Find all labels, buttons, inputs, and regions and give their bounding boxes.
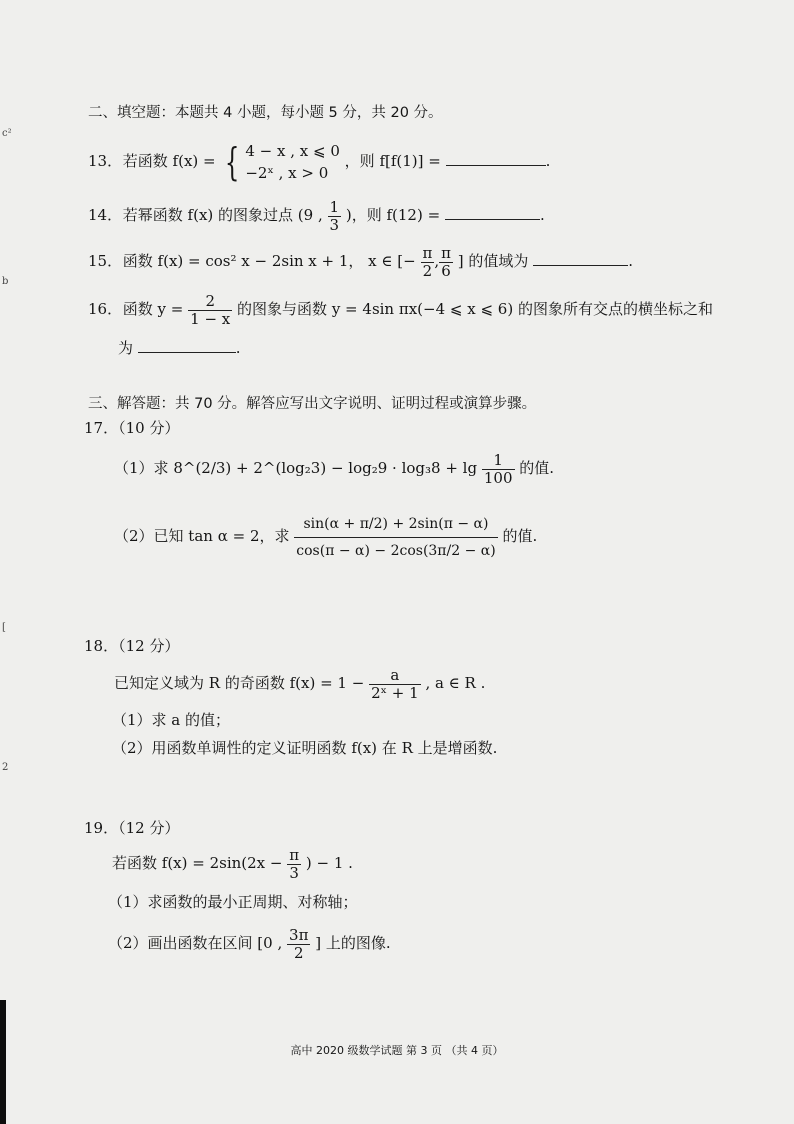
margin-mark: b bbox=[2, 276, 9, 287]
question-16-line-2 bbox=[118, 338, 241, 358]
question-stem: 若幂函数 f(x) 的图象过点 (9 , bbox=[122, 206, 323, 224]
stem-tail: , a ∈ R . bbox=[425, 674, 486, 692]
fraction bbox=[439, 245, 453, 280]
margin-mark: c² bbox=[2, 128, 12, 139]
numerator: a bbox=[369, 667, 421, 685]
margin-mark: 2 bbox=[2, 762, 9, 773]
question-stem: 若函数 f(x) = bbox=[122, 152, 216, 170]
part-label: （2）已知 tan α = 2，求 bbox=[114, 527, 290, 545]
question-stem: 为 bbox=[118, 339, 134, 357]
fraction bbox=[287, 927, 310, 962]
answer-blank[interactable] bbox=[138, 338, 236, 353]
question-14 bbox=[88, 196, 545, 234]
fraction bbox=[482, 452, 515, 487]
numerator: 2 bbox=[188, 293, 232, 311]
denominator: 100 bbox=[483, 468, 513, 487]
expression: 8^(2/3) + 2^(log₂3) − log₂9 · log₃8 + lg bbox=[173, 459, 478, 477]
numerator: 3π bbox=[289, 925, 309, 944]
period: . bbox=[539, 206, 545, 224]
denominator: 2 bbox=[293, 943, 304, 962]
question-tail: ] 的值域为 bbox=[457, 252, 529, 270]
question-15: 15． 函数 f(x) = cos² x − 2sin x + 1， x ∈ [− $\frac{\pi}{2}$ , $\frac{\pi}{6}$ ] 的值域为 . bbox=[88, 243, 633, 280]
question-16 bbox=[88, 290, 713, 328]
denominator: 1 − x bbox=[190, 309, 231, 328]
question-17-part-2 bbox=[114, 507, 537, 565]
question-17-header: 17．（10 分） bbox=[84, 419, 180, 437]
question-18-part-2: （2）用函数单调性的定义证明函数 f(x) 在 R 上是增函数. bbox=[112, 739, 498, 757]
answer-blank[interactable] bbox=[446, 151, 546, 166]
part-label: （1）求 bbox=[114, 459, 169, 477]
numerator: π bbox=[289, 845, 300, 864]
denominator: 6 bbox=[441, 261, 451, 280]
answer-blank[interactable] bbox=[445, 205, 540, 220]
denominator: cos(π − α) − 2cos(3π/2 − α) bbox=[296, 542, 496, 559]
denominator: 2 bbox=[422, 261, 433, 280]
case-2: −2ˣ , x > 0 bbox=[245, 164, 329, 182]
piecewise-cases bbox=[245, 140, 340, 184]
page-footer: 高中 2020 级数学试题 第 3 页 （共 4 页） bbox=[290, 1044, 504, 1057]
question-stem: 函数 y = bbox=[122, 300, 184, 318]
question-13 bbox=[88, 139, 550, 184]
margin-mark: [ bbox=[2, 622, 6, 633]
question-number: 15． bbox=[88, 252, 123, 270]
question-number: 14． bbox=[88, 206, 123, 224]
period: . bbox=[545, 152, 551, 170]
fraction bbox=[294, 511, 497, 564]
question-18-header: 18．（12 分） bbox=[84, 637, 180, 655]
question-19-stem bbox=[112, 844, 353, 882]
stem-tail: ) − 1 . bbox=[305, 854, 353, 872]
part-tail: ] 上的图像. bbox=[315, 934, 391, 952]
question-19-part-1: （1）求函数的最小正周期、对称轴； bbox=[108, 893, 358, 911]
fraction bbox=[328, 199, 342, 234]
section-3-heading: 三、解答题：共 70 分。解答应写出文字说明、证明过程或演算步骤。 bbox=[88, 396, 537, 412]
numerator: 1 bbox=[482, 452, 515, 470]
question-stem-rest: 的图象与函数 y = 4sin πx(−4 ⩽ x ⩽ 6) 的图象所有交点的横坐标之和 bbox=[237, 300, 713, 318]
fraction bbox=[188, 293, 232, 328]
numerator: 1 bbox=[329, 197, 340, 216]
question-tail: ，则 f[f(1)] = bbox=[344, 152, 441, 170]
binding-shadow bbox=[0, 1000, 6, 1124]
fraction bbox=[369, 667, 421, 702]
stem-lead: 已知定义域为 R 的奇函数 f(x) = 1 − bbox=[114, 674, 365, 692]
denominator: 3 bbox=[289, 863, 299, 882]
answer-blank[interactable] bbox=[533, 251, 628, 266]
case-1: 4 − x , x ⩽ 0 bbox=[245, 142, 340, 160]
denominator: 3 bbox=[329, 215, 340, 234]
denominator: 2ˣ + 1 bbox=[371, 683, 419, 702]
fraction bbox=[421, 245, 435, 280]
numerator: π bbox=[422, 243, 433, 262]
part-tail: 的值. bbox=[502, 527, 538, 545]
part-label: （2）画出函数在区间 [0 , bbox=[108, 934, 283, 952]
question-18-part-1: （1）求 a 的值； bbox=[112, 711, 231, 729]
period: . bbox=[235, 339, 241, 357]
period: . bbox=[628, 252, 633, 270]
numerator: π bbox=[441, 243, 451, 262]
question-stem: 函数 f(x) = cos² x − 2sin x + 1， x ∈ [− bbox=[122, 252, 416, 270]
section-2-heading: 二、填空题：本题共 4 小题，每小题 5 分，共 20 分。 bbox=[88, 105, 443, 121]
numerator: sin(α + π/2) + 2sin(π − α) bbox=[294, 511, 497, 538]
question-number: 13． bbox=[88, 152, 123, 170]
question-number: 16． bbox=[88, 300, 123, 318]
question-tail: )，则 f(12) = bbox=[345, 206, 441, 224]
part-tail: 的值. bbox=[519, 459, 555, 477]
question-19-part-2 bbox=[108, 924, 391, 962]
question-19-header: 19．（12 分） bbox=[84, 819, 180, 837]
fraction bbox=[287, 847, 301, 882]
question-18-stem bbox=[114, 664, 485, 702]
stem-lead: 若函数 f(x) = 2sin(2x − bbox=[112, 854, 283, 872]
question-17-part-1 bbox=[114, 450, 554, 487]
brace: { bbox=[225, 140, 240, 184]
